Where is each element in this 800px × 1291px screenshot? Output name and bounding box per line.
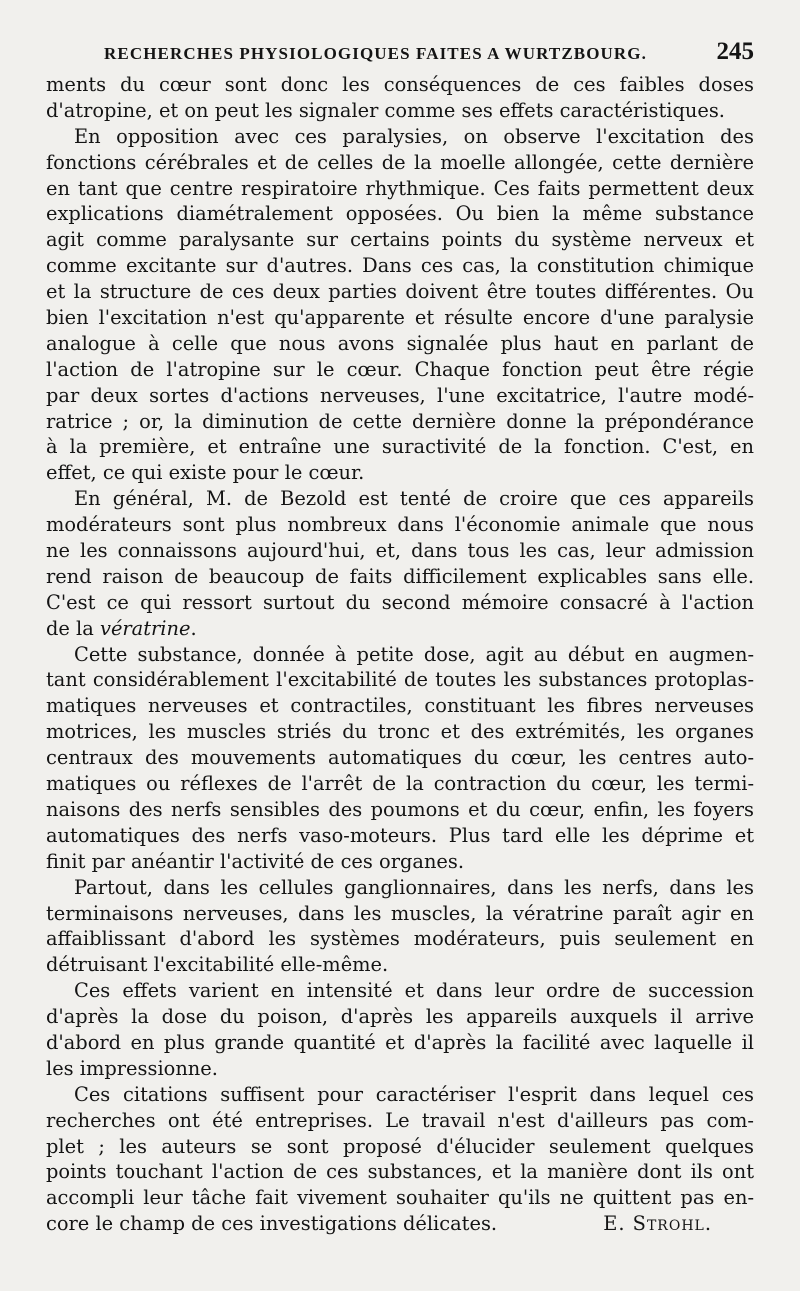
text-line: rend raison de beaucoup de faits difficilement explicables sans elle. xyxy=(46,564,754,588)
text-line: terminaisons nerveuses, dans les muscles, la vératrine paraît agir en xyxy=(46,901,754,925)
text-line: automatiques des nerfs vaso-moteurs. Plus tard elle les déprime et xyxy=(46,823,754,847)
text-line: centraux des mouvements automatiques du cœur, les centres auto- xyxy=(46,746,754,770)
text-line: comme excitante sur d'autres. Dans ces cas, la constitution chimique xyxy=(46,254,754,278)
paragraph xyxy=(46,978,754,1082)
text-line: explications diamétralement opposées. Ou bien la même substance xyxy=(46,202,754,226)
text-line: affaiblissant d'abord les systèmes modérateurs, puis seulement en xyxy=(46,927,754,951)
author-signature: E. Strohl. xyxy=(603,1212,712,1236)
text-line: agit comme paralysante sur certains points du système nerveux et xyxy=(46,228,754,252)
text-line: tant considérablement l'excitabilité de toutes les substances protoplas- xyxy=(46,668,754,692)
text-line: de la vératrine. xyxy=(46,616,197,640)
page-number: 245 xyxy=(716,38,754,65)
text-line: les impressionne. xyxy=(46,1056,218,1080)
paragraph xyxy=(46,72,754,124)
text-line: plet ; les auteurs se sont proposé d'élucider seulement quelques xyxy=(46,1134,754,1158)
paragraph xyxy=(46,875,754,979)
text-line: bien l'excitation n'est qu'apparente et résulte encore d'une paralysie xyxy=(46,306,754,330)
text-line: motrices, les muscles striés du tronc et des extrémités, les organes xyxy=(46,720,754,744)
text-line: fonctions cérébrales et de celles de la moelle allongée, cette dernière xyxy=(46,150,754,174)
running-title: RECHERCHES PHYSIOLOGIQUES FAITES A WURTZBOURG. xyxy=(104,44,647,63)
text-line xyxy=(46,1211,754,1237)
text-line: et la structure de ces deux parties doivent être toutes différentes. Ou xyxy=(46,280,754,304)
text-line: en tant que centre respiratoire rhythmique. Ces faits permettent deux xyxy=(46,176,754,200)
text-line: l'action de l'atropine sur le cœur. Chaque fonction peut être régie xyxy=(46,357,754,381)
text-line: par deux sortes d'actions nerveuses, l'une excitatrice, l'autre modé- xyxy=(46,383,754,407)
text-line: d'après la dose du poison, d'après les appareils auxquels il arrive xyxy=(46,1005,754,1029)
text-line: ments du cœur sont donc les conséquences de ces faibles doses xyxy=(46,73,754,96)
paragraph xyxy=(46,486,754,641)
text-line: points touchant l'action de ces substances, et la manière dont ils ont xyxy=(46,1160,754,1184)
text-line: effet, ce qui existe pour le cœur. xyxy=(46,461,365,485)
text-line: matiques nerveuses et contractiles, constituant les fibres nerveuses xyxy=(46,694,754,718)
text-line: finit par anéantir l'activité de ces organes. xyxy=(46,849,465,873)
text-line: analogue à celle que nous avons signalée plus haut en parlant de xyxy=(46,331,754,355)
paragraph xyxy=(46,642,754,875)
text-line: En opposition avec ces paralysies, on observe l'excitation des xyxy=(74,124,754,148)
text-line: détruisant l'excitabilité elle-même. xyxy=(46,953,389,977)
text-line: modérateurs sont plus nombreux dans l'économie animale que nous xyxy=(46,513,754,537)
text-line: ratrice ; or, la diminution de cette dernière donne la prépondérance xyxy=(46,409,754,433)
text-line: Ces effets varient en intensité et dans leur ordre de succession xyxy=(74,979,754,1003)
text-line: Partout, dans les cellules ganglionnaires, dans les nerfs, dans les xyxy=(74,875,754,899)
text-line: naisons des nerfs sensibles des poumons et du cœur, enfin, les foyers xyxy=(46,797,754,821)
text-line: d'atropine, et on peut les signaler comme ses effets caractéristiques. xyxy=(46,98,725,122)
paragraph xyxy=(46,1082,754,1237)
text-line: ne les connaissons aujourd'hui, et, dans tous les cas, leur admission xyxy=(46,539,754,563)
text-line: Cette substance, donnée à petite dose, agit au début en augmen- xyxy=(74,642,754,666)
paragraph xyxy=(46,124,754,486)
body-text xyxy=(46,72,754,1237)
text-line: accompli leur tâche fait vivement souhaiter qu'ils ne quittent pas en- xyxy=(46,1186,754,1210)
text-line: recherches ont été entreprises. Le travail n'est d'ailleurs pas com- xyxy=(46,1108,754,1132)
text-line: à la première, et entraîne une suractivité de la fonction. C'est, en xyxy=(46,435,754,459)
text-line: En général, M. de Bezold est tenté de croire que ces appareils xyxy=(74,487,754,511)
running-header xyxy=(104,38,754,72)
line-text: core le champ de ces investigations délicates. xyxy=(46,1212,498,1236)
text-line: d'abord en plus grande quantité et d'après la facilité avec laquelle il xyxy=(46,1030,754,1054)
text-line: C'est ce qui ressort surtout du second mémoire consacré à l'action xyxy=(46,590,754,614)
text-line: Ces citations suffisent pour caractériser l'esprit dans lequel ces xyxy=(74,1082,754,1106)
text-line: matiques ou réflexes de l'arrêt de la contraction du cœur, les termi- xyxy=(46,772,754,796)
